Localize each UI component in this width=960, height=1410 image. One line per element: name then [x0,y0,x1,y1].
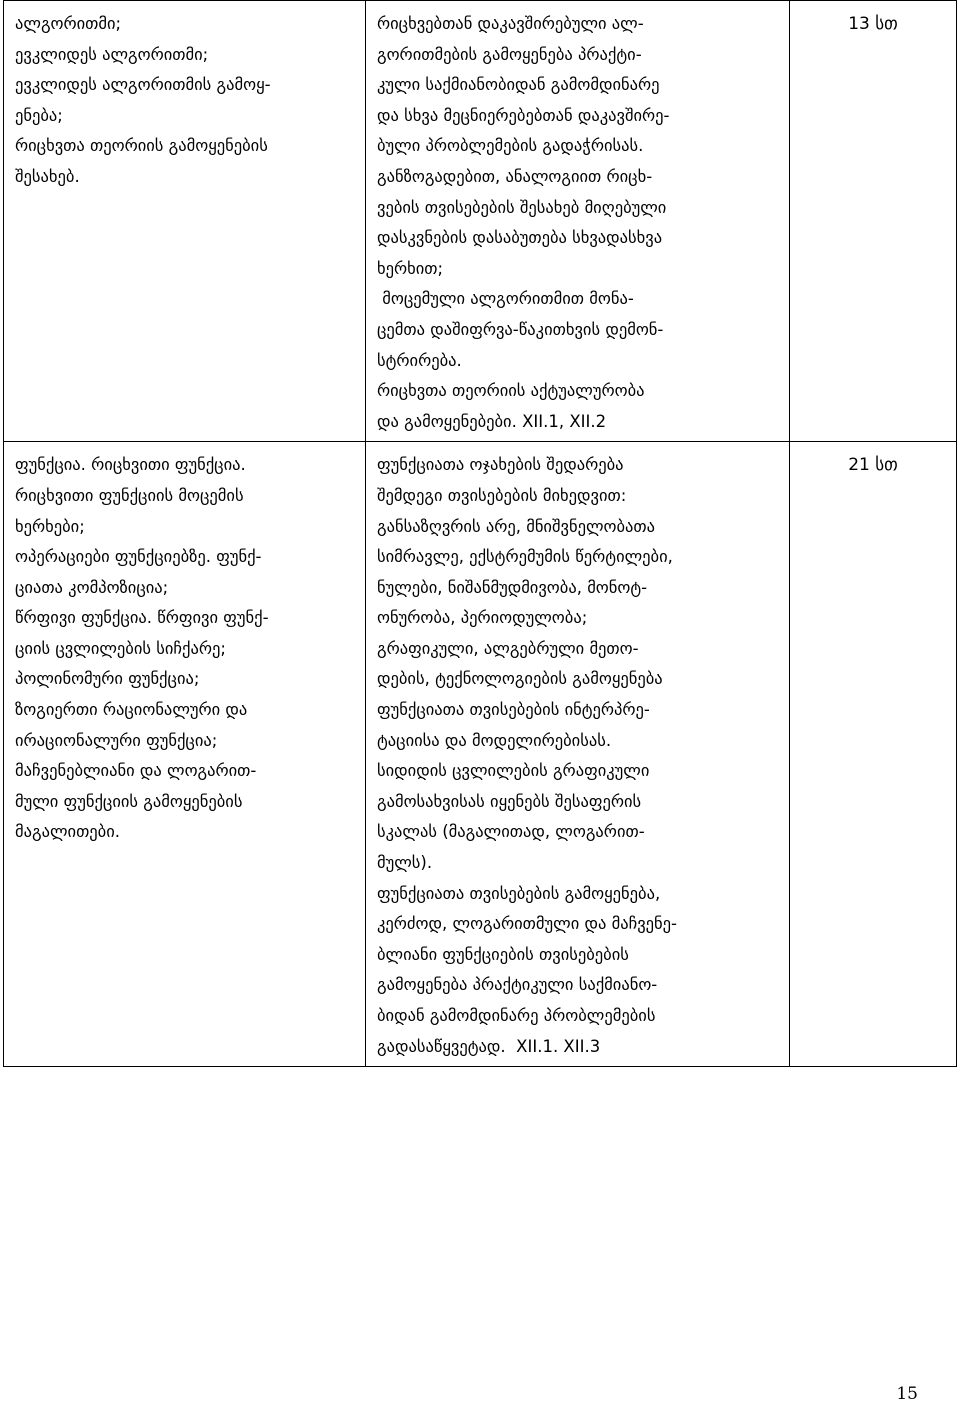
curriculum-table [3,0,957,1067]
text-line: ბიდან გამომდინარე პრობლემების [377,1006,656,1025]
outcome-cell [366,442,790,1067]
text-line: ციათა კომპოზიცია; [15,577,169,597]
text-line: გადასაწყვეტად. XII.1. XII.3 [377,1036,601,1056]
text-line: ოპერაციები ფუნქციებზე. ფუნქ- [15,547,262,567]
text-line: ბლიანი ფუნქციების თვისებების [377,944,629,964]
text-line: ტაციისა და მოდელირებისას. [377,730,612,750]
topic-lines [4,442,365,852]
text-line: დების, ტექნოლოგიების გამოყენება [377,669,663,689]
text-line: ონურობა, პერიოდულობა; [377,608,588,628]
text-line: მოცემული ალგორითმით მონა- [377,289,634,309]
text-line: ხერხები; [15,516,85,536]
text-line: ცემთა დაშიფრვა-წაკითხვის დემონ- [377,319,664,339]
text-line: ზოგიერთი რაციონალური და [15,700,248,720]
text-line: წრფივი ფუნქცია. წრფივი ფუნქ- [15,608,269,628]
text-line: დასკვნების დასაბუთება სხვადასხვა [377,228,663,248]
text-line: ნულები, ნიშანმუდმივობა, მონოტ- [377,577,648,597]
table-row [4,1,957,442]
text-line: განსაზღვრის არე, მნიშვნელობათა [377,516,656,536]
text-line: ციის ცვლილების სიჩქარე; [15,638,226,658]
topic-cell [4,442,366,1067]
text-line: სკალას (მაგალითად, ლოგარით- [377,822,645,842]
text-line: ევკლიდეს ალგორითმი; [15,44,209,64]
text-line: მული ფუნქციის გამოყენების [15,791,243,811]
text-line: ფუნქცია. რიცხვითი ფუნქცია. [15,455,246,475]
text-line: ფუნქციათა თვისებების გამოყენება, [377,883,661,903]
outcome-cell [366,1,790,442]
page-number: 15 [896,1384,918,1404]
text-line: სტრირება. [377,350,462,370]
text-line: პოლინომური ფუნქცია; [15,669,200,689]
text-line: გორითმების გამოყენება პრაქტი- [377,44,642,64]
topic-lines [4,1,365,197]
text-line: შემდეგი თვისებების მიხედვით: [377,485,627,505]
text-line: ვების თვისებების შესახებ მიღებული [377,197,667,217]
text-line: მაგალითები. [15,822,120,842]
text-line: გამოსახვისას იყენებს შესაფერის [377,791,642,811]
text-line: რიცხვითი ფუნქციის მოცემის [15,485,244,505]
outcome-lines [366,442,789,1066]
table-row [4,442,957,1067]
text-line: სიმრავლე, ექსტრემუმის წერტილები, [377,547,673,567]
outcome-lines [366,1,789,441]
text-line: ირაციონალური ფუნქცია; [15,730,218,750]
hours-cell [790,442,957,1067]
text-line: მულს). [377,853,433,873]
text-line: კული საქმიანობიდან გამომდინარე [377,75,660,95]
text-line: რიცხვთა თეორიის გამოყენების [15,136,268,156]
text-line: ევკლიდეს ალგორითმის გამოყ- [15,75,271,95]
text-line: ალგორითმი; [15,14,122,33]
text-line: რიცხვებთან დაკავშირებული ალ- [377,14,644,33]
text-line: სიდიდის ცვლილების გრაფიკული [377,761,650,781]
text-line: ბული პრობლემების გადაჭრისას. [377,136,644,156]
text-line: კერძოდ, ლოგარითმული და მაჩვენე- [377,914,678,934]
text-line: და გამოყენებები. XII.1, XII.2 [377,411,607,431]
text-line: შესახებ. [15,166,80,186]
text-line: გრაფიკული, ალგებრული მეთო- [377,638,639,658]
text-line: რიცხვთა თეორიის აქტუალურობა [377,381,645,401]
text-line: გამოყენება პრაქტიკული საქმიანო- [377,975,658,995]
hours-value: 21 სთ [848,455,898,476]
text-line: განზოგადებით, ანალოგიით რიცხ- [377,166,653,186]
topic-cell [4,1,366,442]
text-line: ფუნქციათა ოჯახების შედარება [377,455,624,475]
text-line: ენება; [15,105,63,125]
hours-value: 13 სთ [848,14,898,34]
text-line: ხერხით; [377,258,444,278]
text-line: ფუნქციათა თვისებების ინტერპრე- [377,700,650,720]
hours-cell [790,1,957,442]
text-line: მაჩვენებლიანი და ლოგარით- [15,761,257,781]
text-line: და სხვა მეცნიერებებთან დაკავშირე- [377,105,670,125]
